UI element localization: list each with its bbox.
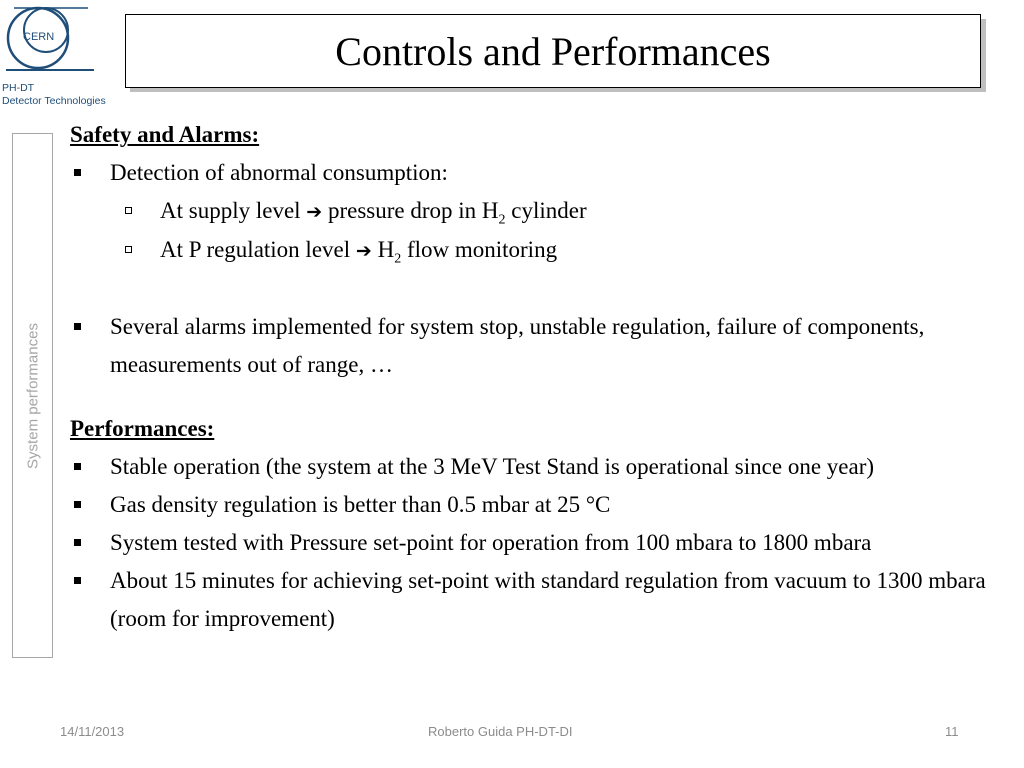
sub-bullet-supply [70, 192, 1000, 231]
bullet-alarms-text: Several alarms implemented for system stop, unstable regulation, failure of components, measurements out of range, … [110, 314, 925, 377]
sub2-subscript: 2 [394, 251, 402, 267]
perf-text-4: About 15 minutes for achieving set-point with standard regulation from vacuum to 1300 mbara (room for improvement) [110, 568, 986, 631]
sub1-post-b: cylinder [511, 198, 587, 223]
spacer [70, 270, 1000, 308]
right-arrow-icon: ➔ [306, 201, 323, 223]
bullet-performance-4 [70, 562, 1000, 638]
bullet-performance-3 [70, 524, 1000, 562]
sub1-subscript: 2 [498, 212, 506, 228]
cern-logo [0, 0, 112, 112]
cern-logo-icon [0, 0, 112, 84]
slide-content [70, 116, 1000, 638]
cern-logo-text: CERN [23, 31, 55, 43]
sub2-pre: At P regulation level [160, 237, 351, 262]
bullet-performance-2 [70, 486, 1000, 524]
side-label: System performances [24, 322, 41, 469]
bullet-detection [70, 154, 1000, 192]
logo-line1: PH-DT [2, 82, 35, 94]
safety-heading: Safety and Alarms: [70, 122, 260, 147]
perf-text-3: System tested with Pressure set-point for operation from 100 mbara to 1800 mbara [110, 530, 872, 555]
bullet-detection-text: Detection of abnormal consumption: [110, 160, 448, 185]
logo-line2: Detector Technologies [2, 95, 106, 107]
side-panel [12, 133, 53, 658]
sub2-post-a: H [377, 237, 395, 262]
sub-bullet-regulation [70, 231, 1000, 270]
sub1-pre: At supply level [160, 198, 301, 223]
perf-text-2: Gas density regulation is better than 0.5 mbar at 25 °C [110, 492, 611, 517]
bullet-alarms [70, 308, 1000, 384]
sub2-post-b: flow monitoring [406, 237, 558, 262]
sub1-post-a: pressure drop in H [327, 198, 499, 223]
footer-page-number: 11 [945, 724, 959, 739]
footer-date: 14/11/2013 [60, 724, 125, 739]
right-arrow-icon: ➔ [355, 240, 372, 262]
bullet-performance-1 [70, 448, 1000, 486]
spacer [70, 384, 1000, 410]
footer-author: Roberto Guida PH-DT-DI [428, 724, 573, 739]
perf-text-1: Stable operation (the system at the 3 MeV Test Stand is operational since one year) [110, 454, 875, 479]
slide-title: Controls and Performances [335, 28, 771, 74]
title-box [125, 14, 981, 88]
performances-heading: Performances: [70, 416, 215, 441]
